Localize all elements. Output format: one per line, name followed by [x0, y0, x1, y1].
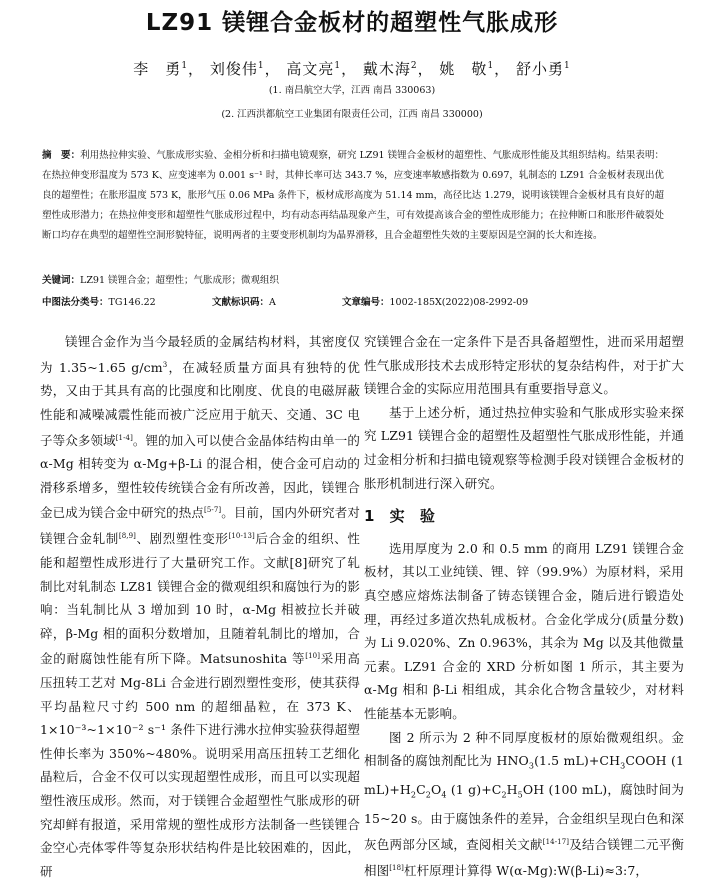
- abstract: [42, 146, 664, 246]
- author-affiliation-mark: 1: [181, 61, 189, 71]
- paragraph-text: 采用高压扭转工艺对 Mg-8Li 合金进行剧烈塑性变形，使其获得平均晶粒尺寸约 500 nm 的超细晶粒，在 373 K、1×10⁻³~1×10⁻² s⁻¹ 条件下进行沸水拉伸实验获得超塑性伸长率为 350%~480%。说明采用高压扭转工艺细化晶粒后，合金不仅可以实现超塑性成形，而且可以实现超塑性液压成形。然而，对于镁锂合金超塑性气胀成形的研究却鲜有报道，采用常规的塑性成形方法制备一些镁锂合金空心壳体零件等复杂形状结构件是比较困难的，因此，研: [40, 651, 360, 879]
- paragraph-text: 后合金的组织、性能和超塑性成形进行了大量研究工作。文献[8]研究了轧制比对轧制态 LZ81 镁锂合金的微观组织和腐蚀行为的影响：当轧制比从 3 增加到 10 时，α-Mg 相被拉长并破碎，β-Mg 相的面积分数增加，且随着轧制比的增加，合金的耐腐蚀性能有所下降。Matsunoshita 等: [40, 531, 360, 667]
- doc-label: 文献标识码：: [212, 297, 270, 308]
- author-list: 李 勇$^1$， 刘俊伟$^1$， 高文亮$^1$， 戴木海$^2$， 姚 敬$^1$， 舒小勇$^1$: [133, 60, 571, 78]
- author-name: 舒小勇: [515, 60, 564, 78]
- paragraph-text: 杠杆原理计算得 W(α-Mg):W(β-Li)≈3:7，: [403, 862, 648, 878]
- abstract-text: 利用热拉伸实验、气胀成形实验、金相分析和扫描电镜观察，研究 LZ91 镁锂合金板材的超塑性、气胀成形性能及其组织结构。结果表明：在热拉伸变形温度为 573 K、应变速率为 0.001 s⁻¹ 时，其伸长率可达 343.7 %，应变速率敏感指数为 0.697，轧制态的 LZ91 合金板材表现出优良的超塑性；在胀形温度 573 K，胀形气压 0.06 MPa 条件下，板材成形高度为 51.14 mm，高径比达 1.279，说明该镁锂合金板材具有良好的超塑性成形潜力；在热拉伸变形和超塑性气胀成形过程中，均有动态再结晶现象产生，可有效提高该合金的塑性成形能力；在拉伸断口和胀形件破裂处断口均存在典型的超塑性空洞形貌特征，说明两者的主要变形机制均为晶界滑移，且合金超塑性失效的主要原因是空洞的长大和连接。: [42, 150, 664, 241]
- citation: [10-13]: [228, 532, 255, 541]
- paragraph-text: 、剧烈塑性变形: [135, 531, 229, 547]
- paper-title: LZ91 镁锂合金板材的超塑性气胀成形: [145, 10, 559, 36]
- paragraph: 基于上述分析，通过热拉伸实验和气胀成形实验来探究 LZ91 镁锂合金的超塑性及超塑性气胀成形性能，并通过金相分析和扫描电镜观察等检测手段对镁锂合金板材的胀形机制进行深入研究。: [364, 404, 684, 491]
- doc-value: A: [269, 297, 276, 308]
- paragraph-text: O: [430, 782, 442, 798]
- paragraph-text: 。锂的加入可以使合金晶体结构由单一的 α-Mg 相转变为 α-Mg+β-Li 的混合相，使合金可启动的滑移系增多，塑性较传统镁合金有所改善，因此，镁锂合金已成为镁合金中研究的热点: [40, 432, 360, 521]
- citation: [5-7]: [204, 506, 222, 515]
- author-name: 戴木海: [362, 60, 411, 78]
- document-code: [212, 294, 276, 308]
- paragraph-text: (1.5 mL)+CH: [534, 753, 621, 769]
- paragraph: 究镁锂合金在一定条件下是否具备超塑性，进而采用超塑性气胀成形技术去成形特定形状的复杂结构件，对于扩大镁锂合金的实际应用范围具有重要指导意义。: [364, 334, 684, 397]
- citation: [1-4]: [115, 433, 133, 442]
- body-column-left: [40, 330, 360, 883]
- author-name: 姚 敬: [439, 60, 488, 78]
- keywords: [42, 272, 664, 286]
- author-name: 高文亮: [286, 60, 335, 78]
- article-value: 1002-185X(2022)08-2992-09: [389, 297, 529, 308]
- author-affiliation-mark: 1: [487, 61, 495, 71]
- author-name: 刘俊伟: [209, 60, 258, 78]
- paragraph-text: (1 g)+C: [446, 782, 502, 798]
- article-label: 文章编号：: [342, 297, 390, 308]
- keywords-label: 关键词：: [42, 275, 81, 286]
- citation: [8,9]: [118, 532, 136, 541]
- author-affiliation-mark: 2: [410, 61, 418, 71]
- author-affiliation-mark: 1: [257, 61, 265, 71]
- citation: [18]: [389, 863, 404, 872]
- abstract-label: 摘 要：: [42, 150, 81, 161]
- paragraph-text: 。目前，国内外研究者对镁锂合金轧制: [40, 505, 360, 547]
- paragraph-text: H: [506, 782, 518, 798]
- section-heading: 1 实 验: [364, 507, 435, 526]
- affiliation-2: (2. 江西洪都航空工业集团有限责任公司，江西 南昌 330000): [221, 109, 483, 120]
- paragraph-text: COOH (1 mL)+H: [364, 753, 684, 798]
- paragraph-text: OH (100 mL)，腐蚀时间为 15~20 s。由于腐蚀条件的差异，合金组织呈现白色和深灰色两部分区域，查阅相关文献: [364, 782, 684, 853]
- author-affiliation-mark: 1: [334, 61, 342, 71]
- paragraph: 图 2 所示为 2 种不同厚度板材的原始微观组织。金相制备的腐蚀剂配比为 $HNO_3(1.5$ $mL)+CH_3COOH$ (1 $mL)+H_2C_2O_4$ (1 $g)+C_2H_5OH$ (100 mL)，腐蚀时间为 15~20 s。由于腐蚀条件的差异，合金组织呈现白色和深灰色两部分区域，查阅相关文献[14-17]及结合镁锂二元平衡相图[18]杠杆原理计算得 W(α-Mg):W(β-Li)≈3:7，: [364, 729, 684, 878]
- body-column-right: [364, 330, 684, 882]
- paragraph: 选用厚度为 2.0 和 0.5 mm 的商用 LZ91 镁锂合金板材，其以工业纯镁、锂、锌（99.9%）为原材料，采用真空感应熔炼法制备了铸态镁锂合金，随后进行锻造处理，再经过多道次热轧成板材。合金化学成分(质量分数)为 Li 9.020%、Zn 0.963%，其余为 Mg 以及其他微量元素。LZ91 合金的 XRD 分析如图 1 所示，其主要为 α-Mg 相和 β-Li 相组成，其余化合物含量较少，对材料性能基本无影响。: [364, 540, 684, 721]
- citation: [14-17]: [542, 837, 570, 846]
- paragraph: 镁锂合金作为当今最轻质的金属结构材料，其密度仅为 1.35~1.65 $g/cm^3$，在减轻质量方面具有独特的优势，又由于其具有高的比强度和比刚度、优良的电磁屏蔽性能和减噪减震性能而被广泛应用于航天、交通、3C 电子等众多领域[1-4]。锂的加入可以使合金晶体结构由单一的 α-Mg 相转变为 α-Mg+β-Li 的混合相，使合金可启动的滑移系增多，塑性较传统镁合金有所改善，因此，镁锂合金已成为镁合金中研究的热点[5-7]。目前，国内外研究者对镁锂合金轧制[8,9]、剧烈塑性变形[10-13]后合金的组织、性能和超塑性成形进行了大量研究工作。文献[8]研究了轧制比对轧制态 LZ81 镁锂合金的微观组织和腐蚀行为的影响：当轧制比从 3 增加到 10 时，α-Mg 相被拉长并破碎，β-Mg 相的面积分数增加，且随着轧制比的增加，合金的耐腐蚀性能有所下降。Matsunoshita 等[10]采用高压扭转工艺对 Mg-8Li 合金进行剧烈塑性变形，使其获得平均晶粒尺寸约 500 nm 的超细晶粒，在 373 K、1×10⁻³~1×10⁻² s⁻¹ 条件下进行沸水拉伸实验获得超塑性伸长率为 350%~480%。说明采用高压扭转工艺细化晶粒后，合金不仅可以实现超塑性成形，而且可以实现超塑性液压成形。然而，对于镁锂合金超塑性气胀成形的研究却鲜有报道，采用常规的塑性成形方法制备一些镁锂合金空心壳体零件等复杂形状结构件是比较困难的，因此，研: [40, 334, 360, 879]
- paragraph-text: 图 2 所示为 2 种不同厚度板材的原始微观组织。金相制备的腐蚀剂配比为 HNO: [364, 729, 684, 769]
- paragraph-text: ，在减轻质量方面具有独特的优势，又由于其具有高的比强度和比刚度、优良的电磁屏蔽性能和减噪减震性能而被广泛应用于航天、交通、3C 电子等众多领域: [40, 359, 360, 448]
- keywords-text: LZ91 镁锂合金；超塑性；气胀成形；微观组织: [80, 275, 280, 286]
- clc-label: 中图法分类号：: [42, 297, 109, 308]
- paragraph-text: C: [416, 782, 426, 798]
- clc-value: TG146.22: [108, 297, 156, 308]
- clc-number: [42, 294, 156, 308]
- author-affiliation-mark: 1: [563, 61, 571, 71]
- article-number: [342, 294, 528, 308]
- paragraph-text: 镁锂合金作为当今最轻质的金属结构材料，其密度仅为 1.35~1.65 g/cm: [40, 334, 360, 375]
- paragraph-text: 及结合镁锂二元平衡相图: [364, 837, 684, 878]
- author-name: 李 勇: [133, 60, 182, 78]
- affiliation-1: (1. 南昌航空大学，江西 南昌 330063): [268, 85, 436, 96]
- citation: [10]: [305, 652, 321, 661]
